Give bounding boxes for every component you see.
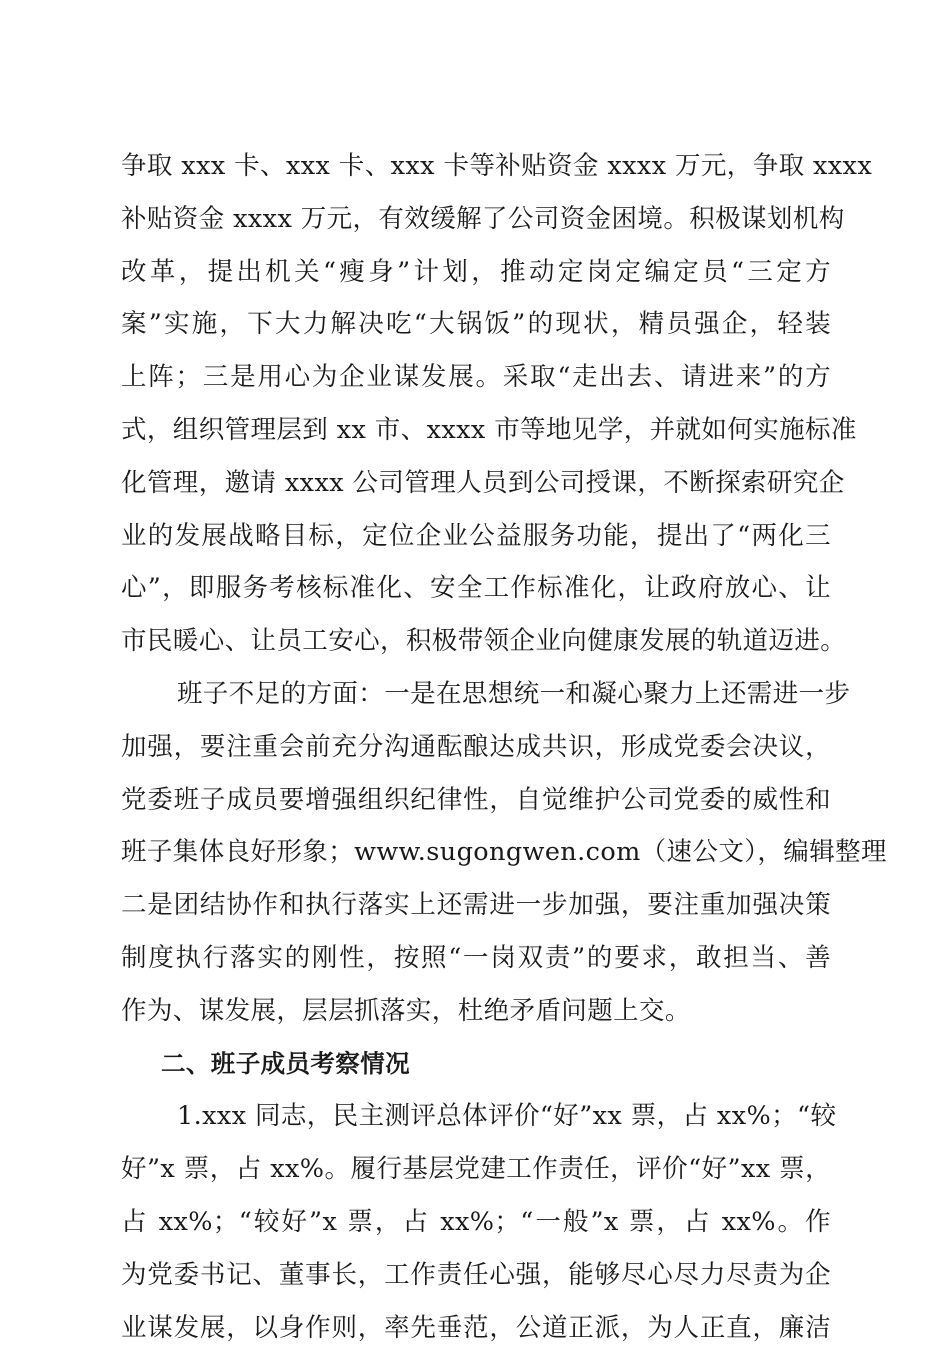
paragraph-shortcomings	[121, 668, 887, 1038]
text-line: 制度执行落实的刚性，按照“一岗双责”的要求，敢担当、善	[121, 942, 831, 973]
text-line: 班子集体良好形象；www.sugongwen.com（速公文），编辑整理	[121, 837, 887, 868]
text-line: 为党委书记、董事长，工作责任心强，能够尽心尽力尽责为企	[121, 1259, 831, 1290]
text-line: 补贴资金 xxxx 万元，有效缓解了公司资金困境。积极谋划机构	[121, 203, 845, 234]
text-line: 改革，提出机关“瘦身”计划，推动定岗定编定员“三定方	[121, 256, 831, 287]
text-line: 二是团结协作和执行落实上还需进一步加强，要注重加强决策	[121, 890, 831, 921]
text-line: 市民暖心、让员工安心，积极带领企业向健康发展的轨道迈进。	[121, 626, 847, 657]
text-line: 化管理，邀请 xxxx 公司管理人员到公司授课，不断探索研究企	[121, 467, 845, 498]
text-line: 党委班子成员要增强组织纪律性，自觉维护公司党委的威性和	[121, 784, 831, 815]
text-line: 业的发展战略目标，定位企业公益服务功能，提出了“两化三	[121, 520, 831, 551]
text-line: 好”x 票，占 xx%。履行基层党建工作责任，评价“好”xx 票，	[121, 1154, 831, 1185]
text-line: 式，组织管理层到 xx 市、xxxx 市等地见学，并就如何实施标准	[121, 414, 857, 445]
text-line: 心”，即服务考核标准化、安全工作标准化，让政府放心、让	[121, 573, 831, 604]
paragraph-continuation	[121, 140, 873, 668]
paragraph-member-review	[121, 1090, 837, 1354]
text-line: 班子不足的方面：一是在思想统一和凝心聚力上还需进一步	[177, 678, 851, 709]
text-line: 作为、谋发展，层层抓落实，杜绝矛盾问题上交。	[121, 995, 691, 1026]
section-heading: 二、班子成员考察情况	[161, 1048, 410, 1078]
text-line: 业谋发展，以身作则，率先垂范，公道正派，为人正直，廉洁	[121, 1312, 831, 1343]
text-line: 案”实施，下大力解决吃“大锅饭”的现状，精员强企，轻装	[121, 309, 831, 340]
text-line: 争取 xxx 卡、xxx 卡、xxx 卡等补贴资金 xxxx 万元，争取 xxxx	[121, 151, 873, 181]
text-line: 上阵；三是用心为企业谋发展。采取“走出去、请进来”的方	[121, 362, 831, 393]
text-line: 加强，要注重会前充分沟通酝酿达成共识，形成党委会决议，	[121, 731, 831, 762]
document-body	[121, 140, 887, 1354]
text-line: 1.xxx 同志，民主测评总体评价“好”xx 票，占 xx%；“较	[177, 1101, 837, 1132]
text-line: 占 xx%；“较好”x 票，占 xx%；“一般”x 票，占 xx%。作	[121, 1206, 831, 1237]
